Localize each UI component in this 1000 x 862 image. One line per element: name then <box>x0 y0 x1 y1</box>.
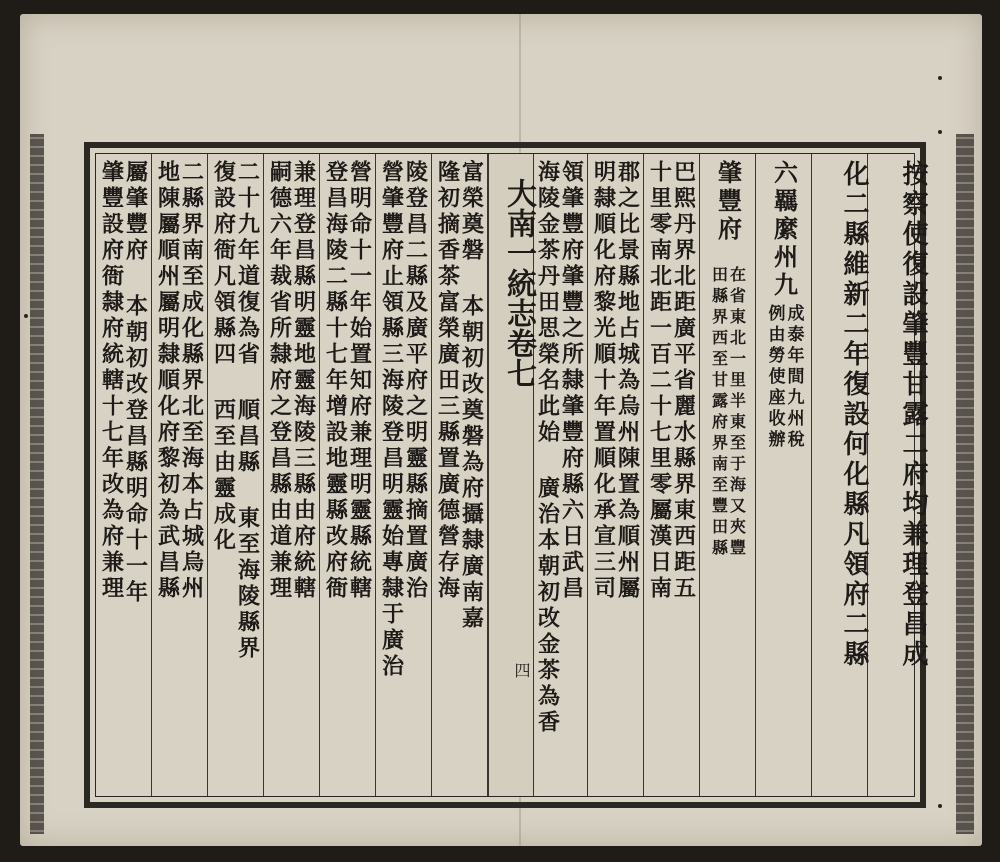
column-line: 郡之比景縣地占城為烏州陳置為順州屬 <box>614 160 641 602</box>
text-column-right-1 <box>868 154 926 796</box>
column-line: 兼理登昌縣明靈地靈海陵三縣由府統轄 <box>290 160 317 602</box>
left-ink-edge <box>30 134 44 834</box>
column-line: 營明命十一年始置知府兼理明靈縣統轄 <box>346 160 373 602</box>
text-column-right-2 <box>812 154 868 796</box>
text-column-left-3 <box>320 154 376 796</box>
column-line: 二十九年道復為省 順昌縣 東至海陵縣界 <box>234 160 261 662</box>
binding-hole <box>938 76 942 80</box>
column-line: 二縣界南至成化縣界北至海本占城烏州 <box>178 160 205 602</box>
text-column-right-5 <box>644 154 700 796</box>
column-heading: 六羈縻州九 <box>769 160 799 300</box>
text-column-left-2 <box>376 154 432 796</box>
column-line: 明隸順化府黎光順十年置順化承宣三司 <box>590 160 617 602</box>
book-page <box>20 14 982 846</box>
column-line: 地陳屬順州屬明隸順化府黎初為武昌縣 <box>154 160 181 602</box>
text-column-left-1 <box>432 154 488 796</box>
column-line: 海陵金茶丹田思榮名此始 廣治本朝初改金茶為香 <box>534 160 561 736</box>
column-line: 富榮奠磐 本朝初改奠磐為府攝隸廣南嘉 <box>458 160 485 632</box>
column-line: 在省東北一里半東至于海又夾豐 <box>727 266 747 560</box>
column-line: 營肇豐府止領縣三海陵登昌明靈始專隸于廣治 <box>378 160 405 680</box>
column-line: 巴熙丹界北距廣平省麗水縣界東西距五 <box>670 160 697 602</box>
column-line: 領肇豐府肇豐之所隸肇豐府縣六日武昌 <box>558 160 585 602</box>
text-grid <box>95 153 928 797</box>
column-line: 登昌海陵二縣十七年增設地靈縣改府衙 <box>322 160 349 602</box>
text-column-right-7 <box>532 154 588 796</box>
column-line: 復設府衙凡領縣四 西至由靈成化 <box>210 160 237 554</box>
column-line: 按察使復設肇豐甘露二府均兼理登昌成 <box>898 160 928 670</box>
binding-hole <box>938 804 942 808</box>
text-frame <box>84 142 926 808</box>
column-line: 成泰年間九州稅 <box>783 304 804 451</box>
text-column-left-7 <box>96 154 152 796</box>
page-heart <box>488 154 534 796</box>
text-column-right-6 <box>588 154 644 796</box>
column-line: 例由勞使座收辦 <box>764 304 785 451</box>
book-title: 大南一統志卷七 <box>501 178 536 388</box>
text-column-left-4 <box>264 154 320 796</box>
column-line: 屬肇豐府 本朝初改登昌縣明命十一年 <box>122 160 149 606</box>
column-line: 化二縣維新二年復設何化縣凡領府二縣 <box>839 160 869 670</box>
page-number: 四 <box>512 662 531 678</box>
text-column-left-6 <box>152 154 208 796</box>
text-column-left-5 <box>208 154 264 796</box>
column-line: 隆初摘香茶富榮廣田三縣置廣德營存海 <box>434 160 461 602</box>
binding-hole <box>24 314 28 318</box>
column-line: 田縣界西至甘露府界南至豐田縣 <box>709 266 729 560</box>
column-line: 陵登昌二縣及廣平府之明靈縣摘置廣治 <box>402 160 429 602</box>
text-column-right-3 <box>756 154 812 796</box>
column-line: 嗣德六年裁省所隸府之登昌縣由道兼理 <box>266 160 293 602</box>
binding-hole <box>938 130 942 134</box>
column-heading: 肇豐府 <box>713 160 743 244</box>
text-column-right-4 <box>700 154 756 796</box>
column-line: 十里零南北距一百二十七里零屬漢日南 <box>646 160 673 602</box>
right-ink-edge <box>956 134 974 834</box>
column-line: 肇豐設府衙隸府統轄十七年改為府兼理 <box>98 160 125 602</box>
